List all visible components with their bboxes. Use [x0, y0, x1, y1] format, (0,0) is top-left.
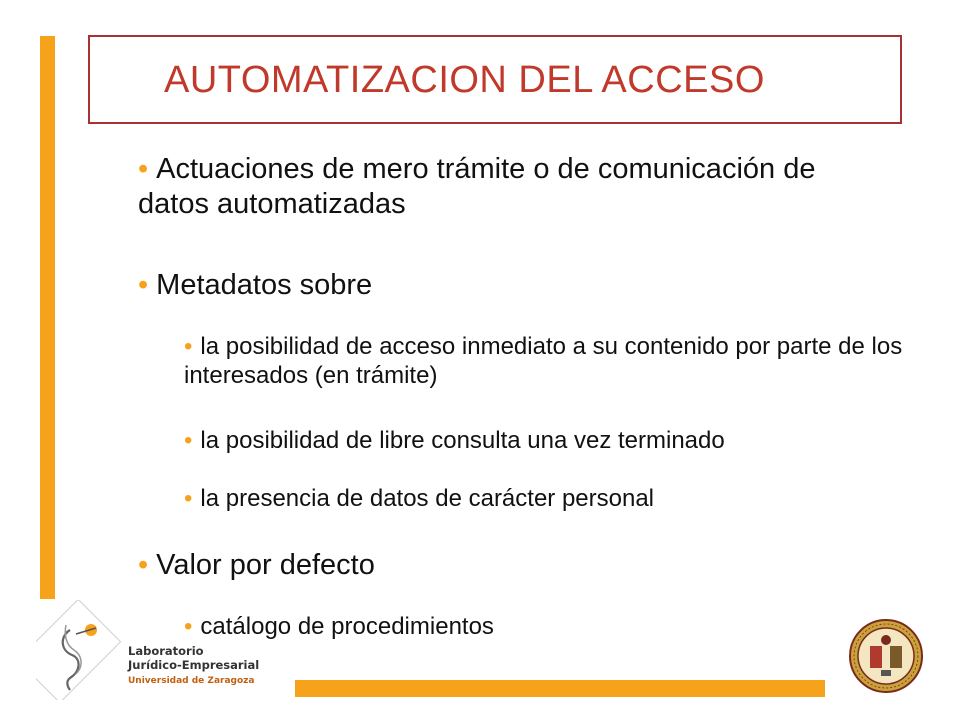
lab-logo-icon [36, 600, 126, 700]
bullet-dot-icon: • [138, 549, 149, 581]
bullet-text: la posibilidad de libre consulta una vez terminado [200, 427, 725, 454]
lab-name [128, 644, 259, 673]
bullet-item [138, 548, 838, 583]
bullet-text: la presencia de datos de carácter personal [200, 485, 655, 512]
bullet-dot-icon: • [138, 269, 149, 301]
university-name: Universidad de Zaragoza [128, 676, 255, 686]
bullet-dot-icon: • [184, 427, 193, 454]
sub-bullet-item [184, 485, 924, 514]
slide-title: AUTOMATIZACION DEL ACCESO [164, 59, 765, 101]
bullet-text: la posibilidad de acceso inmediato a su contenido por parte de los interesados (en trámite) [184, 333, 903, 389]
bullet-dot-icon: • [184, 333, 193, 360]
sub-bullet-item [184, 613, 924, 642]
left-accent-bar [40, 36, 55, 599]
sub-bullet-item [184, 427, 924, 456]
lab-name-line1: Laboratorio [128, 644, 204, 658]
bullet-dot-icon: • [184, 485, 193, 512]
bottom-accent-bar [295, 680, 825, 697]
bullet-text: Metadatos sobre [156, 269, 373, 301]
bullet-text: Actuaciones de mero trámite o de comunicación de datos automatizadas [138, 153, 816, 220]
sub-bullet-item [184, 333, 924, 391]
bullet-dot-icon: • [184, 613, 193, 640]
bullet-dot-icon: • [138, 153, 149, 185]
lab-name-line2: Jurídico-Empresarial [128, 658, 260, 673]
lab-logo [36, 600, 266, 700]
university-seal-icon [848, 618, 924, 694]
bullet-item [138, 152, 838, 222]
bullet-item [138, 268, 838, 303]
bullet-text: Valor por defecto [156, 549, 375, 581]
bullet-text: catálogo de procedimientos [200, 613, 494, 640]
title-frame [88, 35, 902, 124]
